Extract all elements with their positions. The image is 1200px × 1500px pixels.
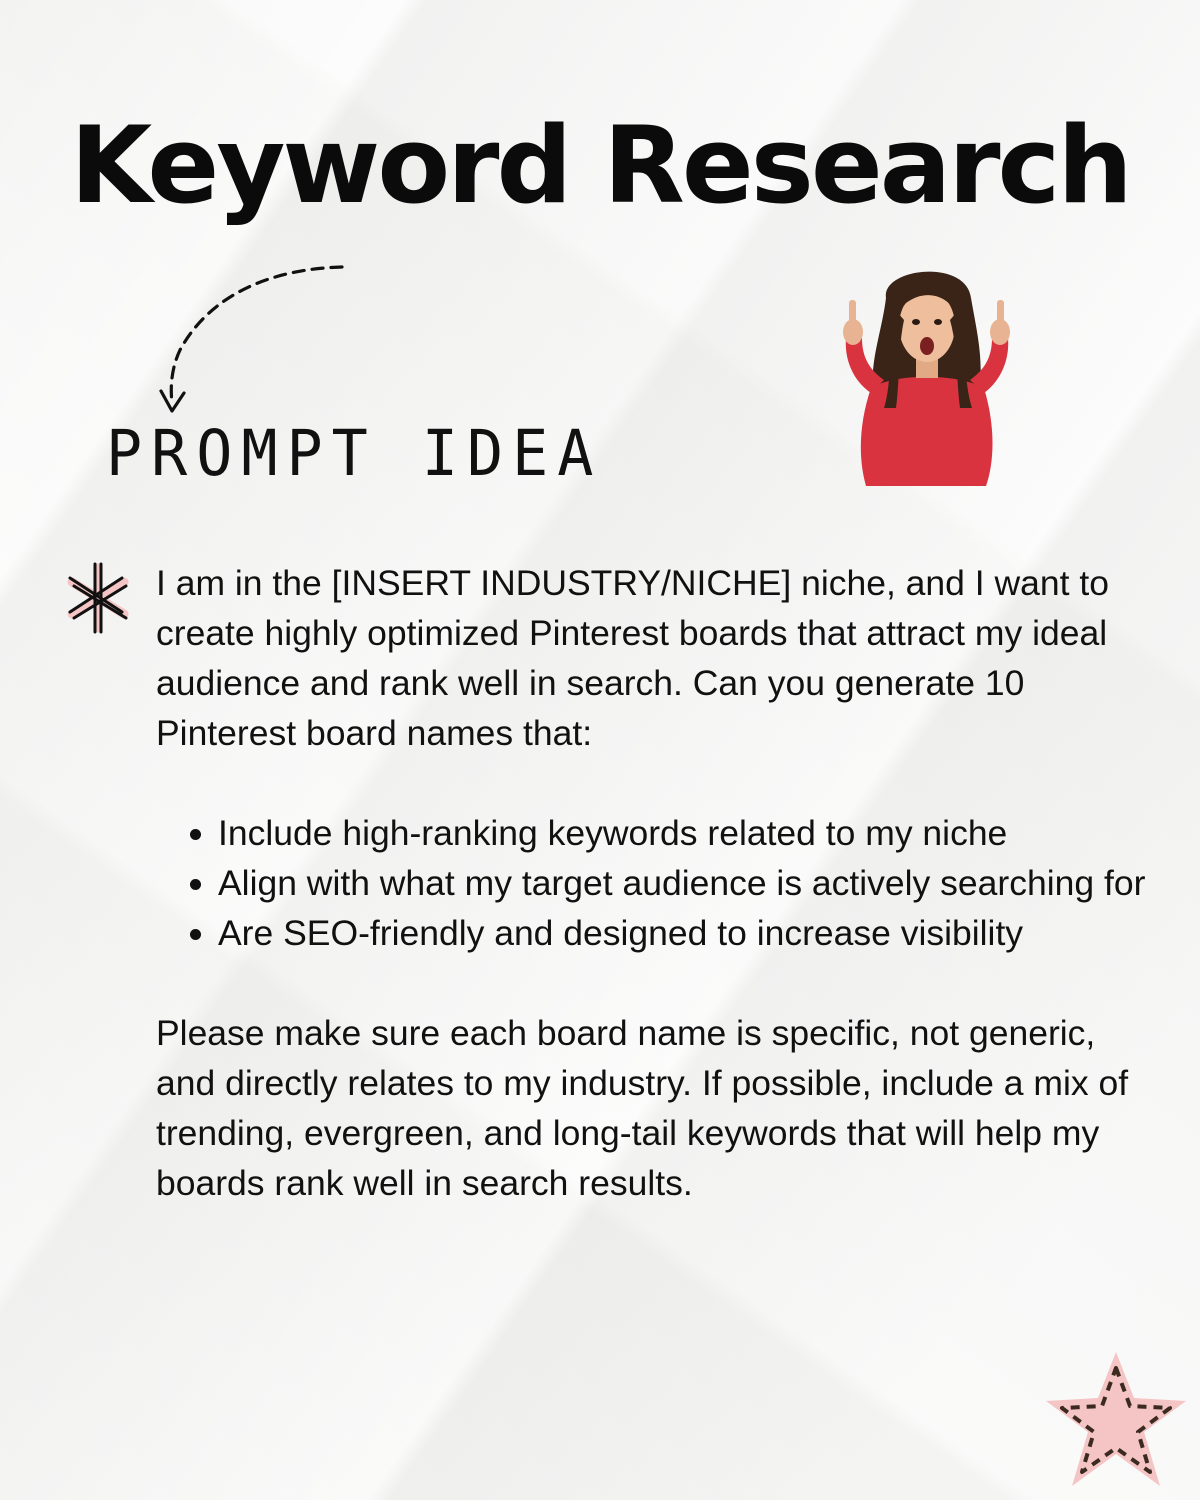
page-title: Keyword Research [70,104,1130,227]
prompt-body [156,558,1146,1208]
list-item: Are SEO-friendly and designed to increase visibility [218,908,1146,958]
dashed-star-icon [1036,1346,1196,1496]
asterisk-doodle-icon [62,556,134,640]
list-item: Align with what my target audience is actively searching for [218,858,1146,908]
dashed-arrow-icon [150,255,360,425]
prompt-idea-label: PROMPT IDEA [106,417,603,491]
excited-woman-photo [826,258,1026,490]
requirements-list [156,808,1146,958]
prompt-intro: I am in the [INSERT INDUSTRY/NICHE] niche, and I want to create highly optimized Pinterest boards that attract my ideal audience and rank well in search. Can you generate 10 Pinterest board names that: [156,563,1109,753]
prompt-closing: Please make sure each board name is specific, not generic, and directly relates to my industry. If possible, include a mix of trending, evergreen, and long-tail keywords that will help my boards rank well in search results. [156,1013,1129,1203]
list-item: Include high-ranking keywords related to my niche [218,808,1146,858]
